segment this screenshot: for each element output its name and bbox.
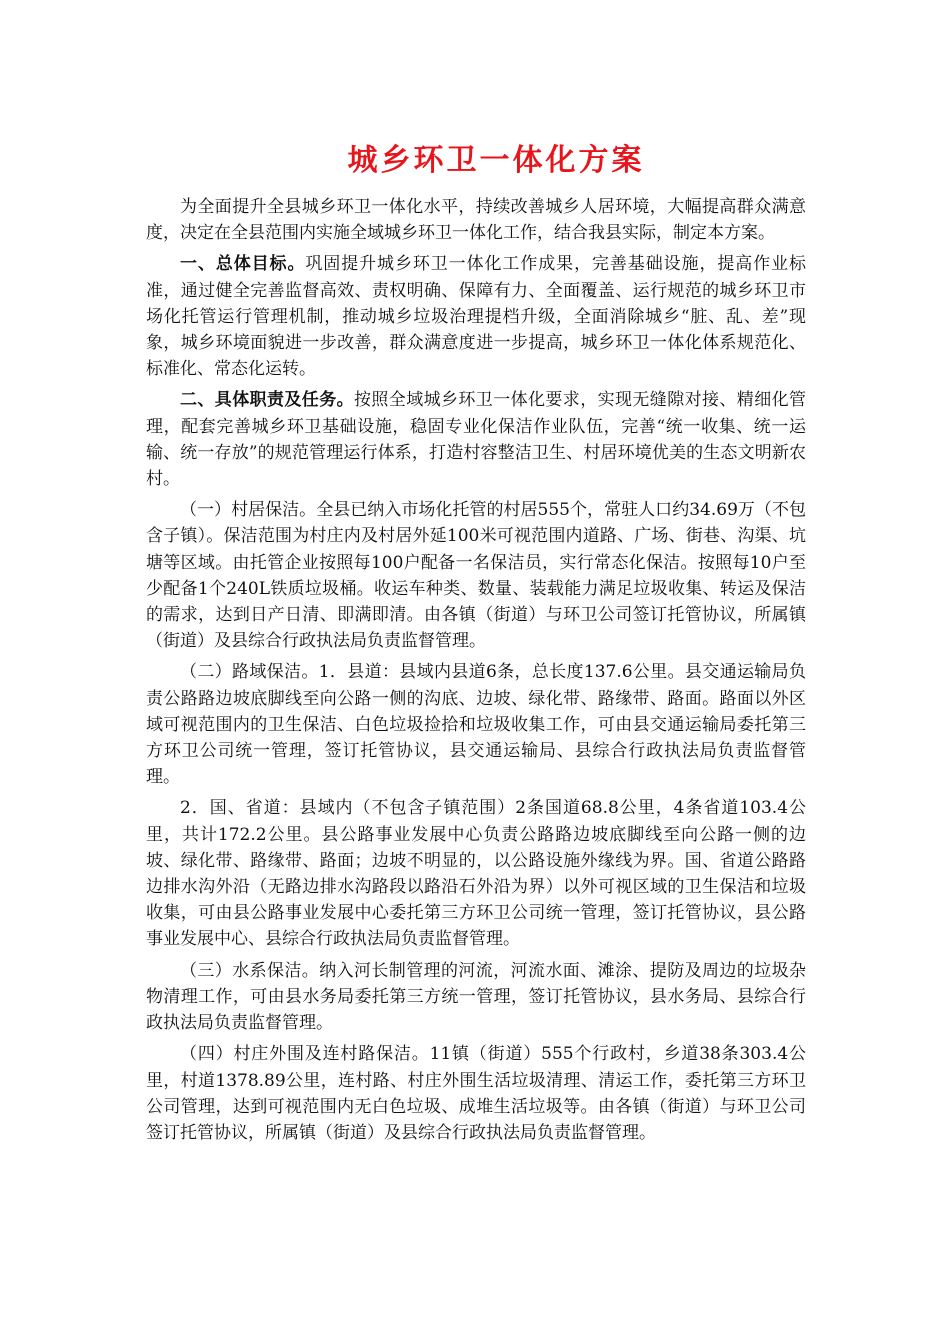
section-1-text: 巩固提升城乡环卫一体化工作成果，完善基础设施，提高作业标准，通过健全完善监督高效、责权明确、保障有力、全面覆盖、运行规范的城乡环卫市场化托管运行管理机制，推动城乡垃圾治理提档升级，全面消除城乡“脏、乱、差”现象，城乡环境面貌进一步改善，群众满意度进一步提高，城乡环卫一体化体系规范化、标准化、常态化运转。	[146, 254, 807, 380]
section-2-text: 按照全域城乡环卫一体化要求，实现无缝隙对接、精细化管理，配套完善城乡环卫基础设施，稳固专业化保洁作业队伍，完善“统一收集、统一运输、统一存放”的规范管理运行体系，打造村容整洁卫生、村居环境优美的生态文明新农村。	[146, 390, 806, 490]
item-road-cleaning-county: （二）路域保洁。1．县道：县域内县道6条，总长度137.6公里。县交通运输局负责公路路边坡底脚线至向公路一侧的沟底、边坡、绿化带、路缘带、路面。路面以外区域可视范围内的卫生保洁、白色垃圾捡拾和垃圾收集工作，可由县交通运输局委托第三方环卫公司统一管理，签订托管协议，县交通运输局、县综合行政执法局负责监督管理。	[146, 662, 806, 788]
section-2-heading: 二、具体职责及任务。	[180, 390, 354, 411]
document-page	[146, 140, 806, 1151]
intro-paragraph: 为全面提升全县城乡环卫一体化水平，持续改善城乡人居环境，大幅提高群众满意度，决定在全县范围内实施全域城乡环卫一体化工作，结合我县实际，制定本方案。	[146, 197, 806, 244]
item-village-cleaning: （一）村居保洁。全县已纳入市场化托管的村居555个，常驻人口约34.69万（不包含子镇）。保洁范围为村庄内及村居外延100米可视范围内道路、广场、街巷、沟渠、坑塘等区域。由托管企业按照每100户配备一名保洁员，实行常态化保洁。按照每10户至少配备1个240L铁质垃圾桶。收运车种类、数量、装载能力满足垃圾收集、转运及保洁的需求，达到日产日清、即满即清。由各镇（街道）与环卫公司签订托管协议，所属镇（街道）及县综合行政执法局负责监督管理。	[146, 500, 806, 652]
section-2-paragraph	[146, 387, 806, 492]
item-water-cleaning: （三）水系保洁。纳入河长制管理的河流，河流水面、滩涂、提防及周边的垃圾杂物清理工作，可由县水务局委托第三方统一管理，签订托管协议，县水务局、县综合行政执法局负责监督管理。	[146, 960, 806, 1034]
item-village-outskirts-cleaning: （四）村庄外围及连村路保洁。11镇（街道）555个行政村，乡道38条303.4公里，村道1378.89公里，连村路、村庄外围生活垃圾清理、清运工作，委托第三方环卫公司管理，达到可视范围内无白色垃圾、成堆生活垃圾等。由各镇（街道）与环卫公司签订托管协议，所属镇（街道）及县综合行政执法局负责监督管理。	[146, 1044, 806, 1143]
section-1-heading: 一、总体目标。	[180, 254, 306, 275]
document-title: 城乡环卫一体化方案	[347, 143, 645, 178]
section-1-paragraph	[146, 251, 806, 382]
item-road-cleaning-national: 2．国、省道：县域内（不包含子镇范围）2条国道68.8公里，4条省道103.4公里，共计172.2公里。县公路事业发展中心负责公路路边坡底脚线至向公路一侧的边坡、绿化带、路缘带、路面；边坡不明显的，以公路设施外缘线为界。国、省道公路路边排水沟外沿（无路边排水沟路段以路沿石外沿为界）以外可视区域的卫生保洁和垃圾收集，可由县公路事业发展中心委托第三方环卫公司统一管理，签订托管协议，县公路事业发展中心、县综合行政执法局负责监督管理。	[146, 798, 806, 950]
